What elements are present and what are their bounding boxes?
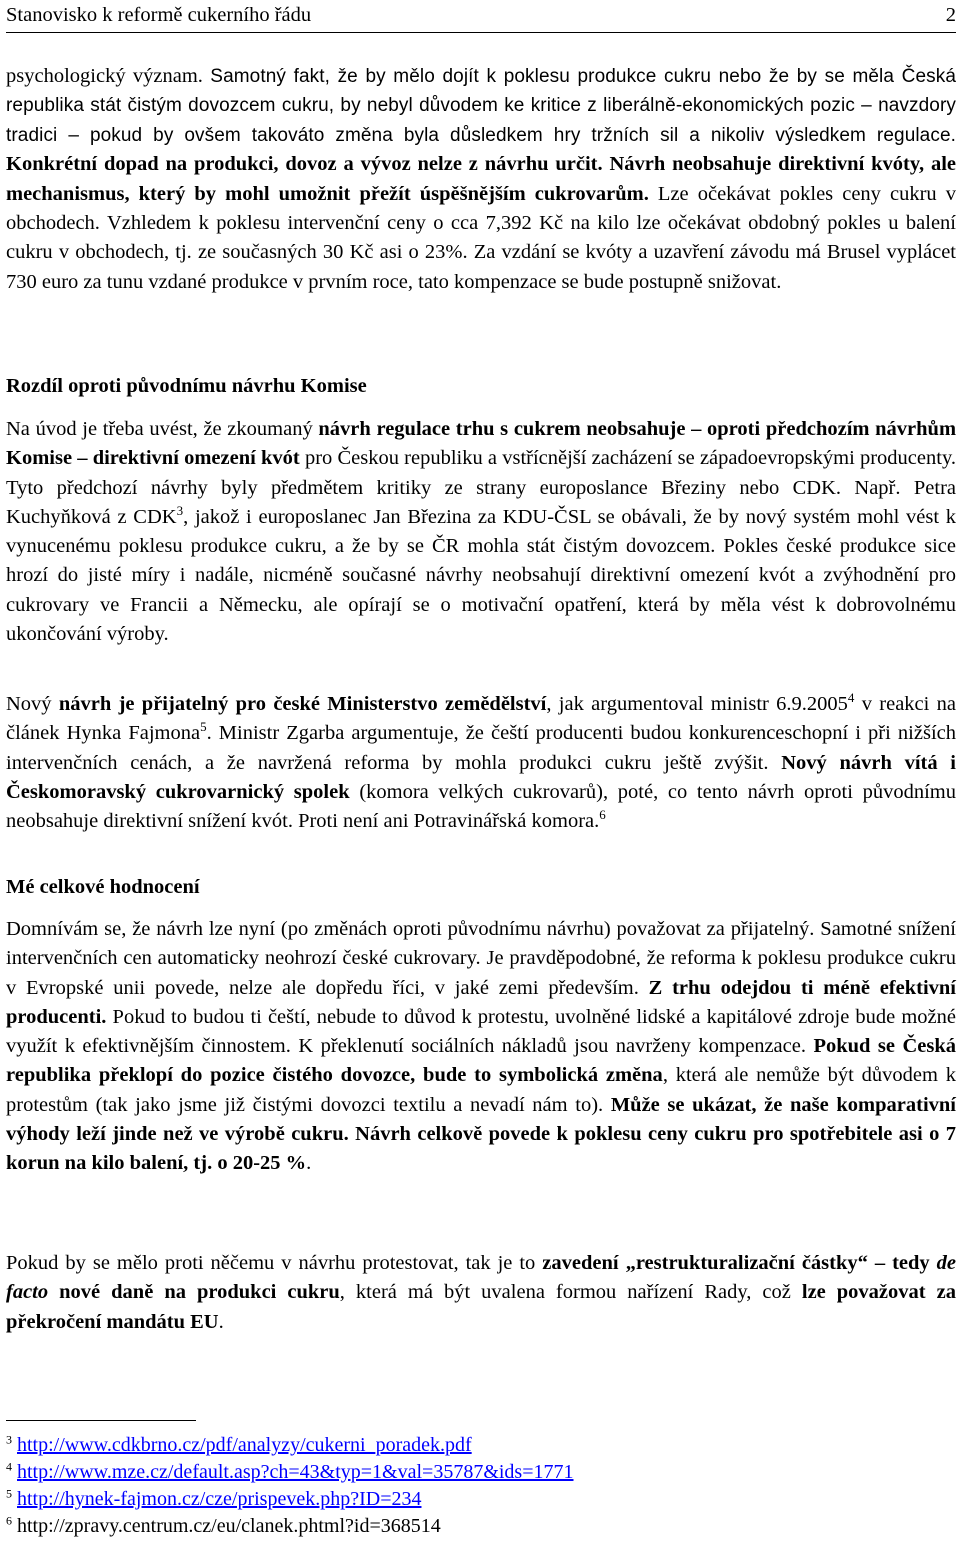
footnote-3 [6,1432,956,1459]
p3-text: Nový [6,693,52,715]
page-number: 2 [945,4,956,26]
p4-bold-text: Z trhu odejdou ti méně efektivní producenti. [6,976,957,1028]
footnote-separator [6,1420,196,1421]
footnote-number: 5 [6,1486,12,1501]
p2-bold-text: návrh regulace trhu s cukrem neobsahuje – oproti předchozím návrhům Komise – direktivní omezení kvót [6,418,957,470]
p3-text-mid3: . Ministr Zgarba argumentuje, že čeští producenti budou konkurenceschopní i při nižších intervenčních cenách, a že navržená reforma by mohla produkci cukru ještě zvýšit. [6,722,956,774]
section-heading-overall: Mé celkové hodnocení [6,876,200,898]
section-heading-difference: Rozdíl oproti původnímu návrhu Komise [6,375,367,397]
footnote-ref: 4 [847,690,855,706]
footnotes [6,1432,956,1540]
p3-bold-text-2: Nový návrh vítá i Českomoravský cukrovarnický spolek [6,751,957,803]
p3-bold-text: návrh je přijatelný pro české Ministerstvo zemědělství [58,693,547,715]
p2-text-mid: pro Českou republiku a vstřícnější zacházení se západoevropskými producenty. Tyto předchozí návrhy byly předmětem kritiky ze strany europoslance Březiny nebo CDK. Např. Petra Kuchyňková z CDK [6,447,956,528]
page-header [6,4,956,33]
p5-bold-italic-text: de facto [6,1252,957,1304]
p5-bold-text-2: nové daně na produkci cukru [59,1281,340,1304]
p1-text: psychologický význam. [6,65,203,87]
p2-text-end: , jakož i europoslanec Jan Březina za KDU-ČSL se obávali, že by nový systém mohl vést k vynucenému poklesu produkce cukru, a že by se ČR mohla stát čistým dovozcem. Pokles české produkce sice hrozí do jisté míry i nadále, nicméně současné návrhy neobsahují direktivní omezení kvót a zvýhodnění pro cukrovary ve Francii a Německu, ale opírají se o motivační opatření, která by měla vést k dobrovolnému ukončování výroby. [6,505,956,646]
footnote-link[interactable]: http://www.cdkbrno.cz/pdf/analyzy/cukerni_poradek.pdf [17,1434,472,1456]
header-title: Stanovisko k reformě cukerního řádu [6,4,312,26]
footnote-4 [6,1459,956,1486]
footnote-ref: 3 [176,503,184,519]
footnote-url: http://zpravy.centrum.cz/eu/clanek.phtml?id=368514 [17,1515,441,1537]
p1-bold-text: Konkrétní dopad na produkci, dovoz a vývoz nelze z návrhu určit. Návrh neobsahuje direktivní kvóty, ale mechanismus, který by mohl umožnit přežít úspěšnějším cukrovarům. [6,153,956,205]
p2-text: Na úvod je třeba uvést, že zkoumaný [6,418,313,440]
paragraph-5 [6,1249,956,1337]
paragraph-4 [6,915,956,1179]
p4-bold-text-3: Může se ukázat, že naše komparativní výhody leží jinde než ve výrobě cukru. Návrh celkově povede k poklesu ceny cukru pro spotřebitele asi o 7 korun na kilo balení, tj. o 20-25 % [6,1093,956,1175]
p3-text-end: (komora velkých cukrovarů), poté, co tento návrh oproti původnímu neobsahuje direktivní snížení kvót. Proti není ani Potravinářská komora. [6,780,956,833]
p3-text-mid: , jak argumentoval ministr 6.9.2005 [546,693,848,715]
p5-text-end: . [218,1310,224,1333]
p4-text-end: . [306,1152,312,1175]
footnote-ref: 6 [599,807,606,823]
p5-bold-text-3: lze považovat za překročení mandátu EU [6,1281,956,1333]
footnote-ref: 5 [200,719,207,735]
p4-text-mid2: , která ale nemůže být důvodem k protestům (tak jako jsme již čistými dovozci textilu a nevadí nám to). [6,1064,956,1116]
footnote-link[interactable]: http://www.mze.cz/default.asp?ch=43&typ=1&val=35787&ids=1771 [17,1461,574,1483]
p4-text: Domnívám se, že návrh lze nyní (po změnách oproti původnímu návrhu) považovat za přijatelný. Samotné snížení intervenčních cen automaticky neohrozí české cukrovary. Je pravděpodobné, že reforma k poklesu produkce cukru v Evropské unii povede, nelze ale dopředu říci, v jaké zemi především. [6,918,956,999]
paragraph-2 [6,415,956,649]
p5-text-mid: , která má být uvalena formou nařízení Rady, což [339,1281,791,1304]
footnote-number: 3 [6,1432,12,1447]
footnote-number: 4 [6,1459,12,1474]
p4-bold-text-2: Pokud se Česká republika překlopí do pozice čistého dovozce, bude to symbolická změna [6,1035,957,1087]
footnote-6 [6,1513,956,1540]
paragraph-1 [6,62,956,297]
p3-text-mid2: v reakci na článek Hynka Fajmona [6,693,957,745]
footnote-5 [6,1486,956,1513]
p1-text-end: Lze očekávat pokles ceny cukru v obchodech. Vzhledem k poklesu intervenční ceny o cca 7,392 Kč na kilo lze očekávat obdobný pokles u balení cukru v obchodech, tj. ze současných 30 Kč asi o 23%. Za vzdání se kvóty a uzavření závodu má Brusel vyplácet 730 euro za tunu vzdané produkce v prvním roce, tato kompenzace se bude postupně snižovat. [6,182,956,293]
p5-text: Pokud by se mělo proti něčemu v návrhu protestovat, tak je to [6,1252,536,1274]
footnote-number: 6 [6,1513,12,1528]
paragraph-3 [6,690,956,836]
p1-sans-text: Samotný fakt, že by mělo dojít k poklesu produkce cukru nebo že by se měla Česká republika stát čistým dovozcem cukru, by nebyl důvodem ke kritice z liberálně-ekonomických pozic – navzdory tradici – pokud by ovšem takováto změna byla důsledkem hry tržních sil a nikoliv výsledkem regulace. [6,66,957,146]
p4-text-mid: Pokud to budou ti čeští, nebude to důvod k protestu, uvolněné lidské a kapitálové zdroje bude možné využít k efektivnějším činnostem. K překlenutí sociálních nákladů jsou navrženy kompenzace. [6,1005,956,1058]
p5-bold-text: zavedení „restrukturalizační částky“ – tedy [542,1252,930,1274]
footnote-link[interactable]: http://hynek-fajmon.cz/cze/prispevek.php?ID=234 [17,1488,422,1510]
